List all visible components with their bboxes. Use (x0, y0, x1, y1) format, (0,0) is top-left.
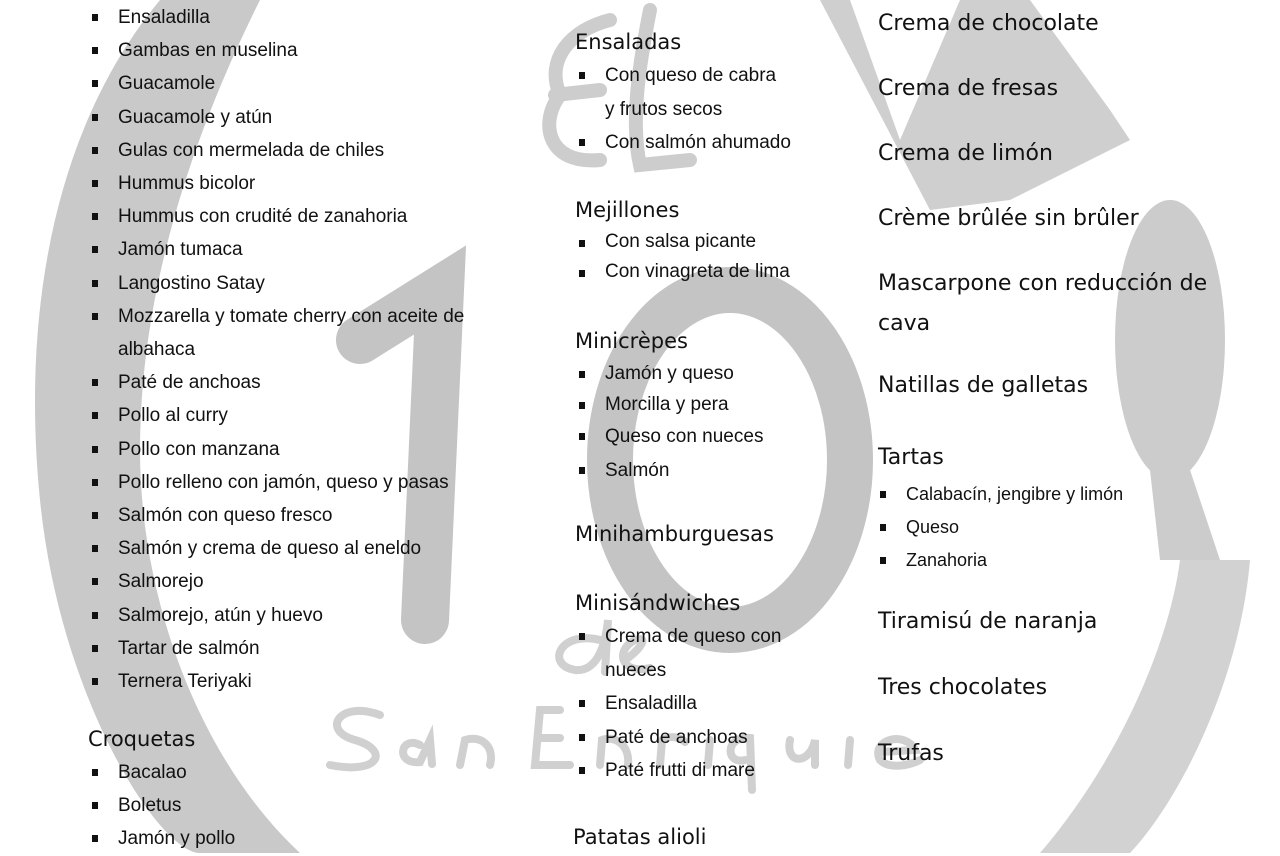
list-item: Pollo con manzana (92, 433, 532, 466)
list-item: Tartar de salmón (92, 632, 532, 665)
dessert-item: Natillas de galletas (878, 373, 1089, 398)
patatas-section (573, 820, 706, 854)
list-item: Queso con nueces (579, 420, 845, 454)
list-item: Guacamole y atún (92, 101, 532, 134)
list-item: Con salmón ahumado (579, 126, 835, 160)
list-item: Ensaladilla (579, 687, 835, 721)
ensaladas-section (575, 25, 835, 160)
minihamburguesas-section (575, 517, 774, 551)
desserts-list-2 (878, 602, 1218, 774)
list-item: Hummus bicolor (92, 167, 532, 200)
list-item: Pollo relleno con jamón, queso y pasas (92, 466, 532, 499)
section-title: Minicrèpes (575, 329, 688, 353)
list-item: Jamón tumaca (92, 233, 532, 266)
list-item: Boletus (92, 789, 528, 822)
dessert-item: Tres chocolates (878, 675, 1048, 700)
list-item: Pollo al curry (92, 399, 532, 432)
list-item: Gulas con mermelada de chiles (92, 134, 532, 167)
list-item: Langostino Satay (92, 267, 532, 300)
list-item: Salmorejo, atún y huevo (92, 599, 532, 632)
list-item: Guacamole (92, 67, 532, 100)
dessert-item: Mascarpone con reducción de cava (878, 271, 1208, 336)
list-item: Salmón con queso fresco (92, 499, 532, 532)
section-title: Patatas alioli (573, 825, 707, 849)
minisandwiches-section (575, 586, 835, 788)
list-item: Salmorejo (92, 565, 532, 598)
section-title: Tartas (878, 445, 944, 470)
list-item: Mozzarella y tomate cherry con aceite de albahaca (92, 300, 528, 366)
list-item: Salmón (579, 454, 845, 488)
list-item: Bacalao (92, 756, 528, 789)
dessert-item: Tiramisú de naranja (878, 609, 1098, 634)
list-item: Zanahoria (880, 544, 1218, 577)
list-item: Con salsa picante (579, 227, 845, 257)
list-item: Salmón y crema de queso al eneldo (92, 532, 532, 565)
list-item: Gambas en muselina (92, 34, 532, 67)
dessert-item: Crème brûlée sin brûler (878, 206, 1139, 231)
croquetas-section (88, 722, 528, 856)
dessert-item: Crema de chocolate (878, 11, 1099, 36)
dessert-item: Trufas (878, 741, 944, 766)
list-item: Crema de queso con nueces (579, 620, 805, 687)
list-item: Con vinagreta de lima (579, 257, 845, 287)
mejillones-section (575, 193, 845, 287)
appetizers-list (92, 1, 532, 698)
section-title: Ensaladas (575, 30, 682, 54)
tartas-section (878, 438, 1218, 578)
list-item: Jamón y pollo (92, 822, 528, 855)
section-title: Mejillones (575, 198, 680, 222)
section-title: Minisándwiches (575, 591, 741, 615)
list-item: Morcilla y pera (579, 389, 845, 420)
appetizers-list-section (92, 1, 532, 698)
list-item: Ternera Teriyaki (92, 665, 532, 698)
section-title: Croquetas (88, 727, 196, 751)
dessert-item: Crema de limón (878, 141, 1053, 166)
list-item: Paté frutti di mare (579, 754, 835, 788)
list-item: Queso (880, 511, 1218, 544)
desserts-list (878, 4, 1218, 406)
list-item: Hummus con crudité de zanahoria (92, 200, 532, 233)
list-item: Jamón y queso (579, 358, 845, 389)
list-item: Paté de anchoas (579, 721, 835, 755)
dessert-item: Crema de fresas (878, 76, 1059, 101)
list-item: Paté de anchoas (92, 366, 532, 399)
list-item: Calabacín, jengibre y limón (880, 478, 1218, 511)
section-title: Minihamburguesas (575, 522, 774, 546)
minicrepes-section (575, 324, 845, 487)
list-item: Con queso de cabra y frutos secos (579, 59, 785, 126)
list-item: Ensaladilla (92, 1, 532, 34)
